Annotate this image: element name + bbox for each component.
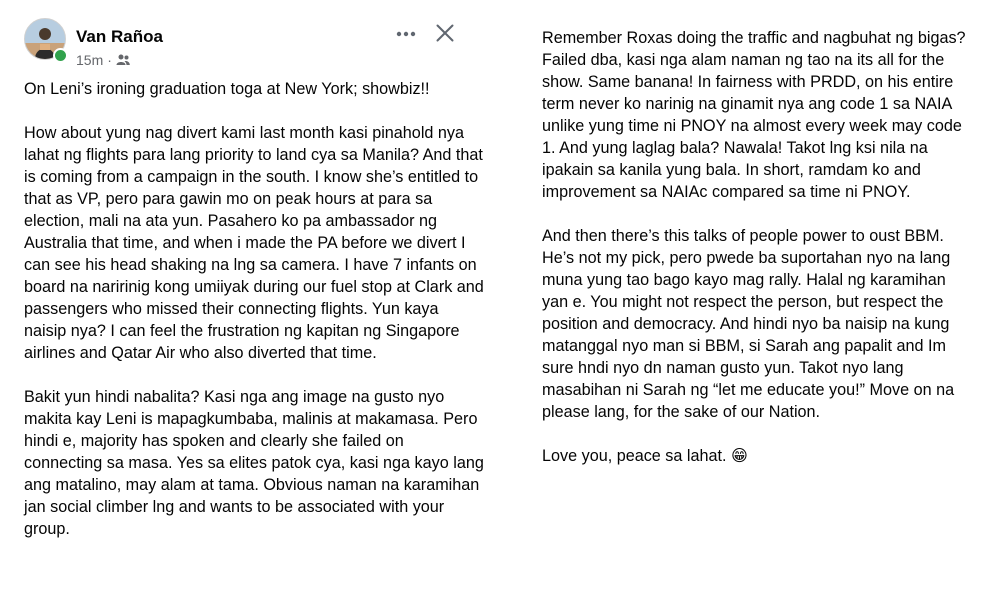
post-time[interactable]: 15m bbox=[76, 52, 104, 68]
meta-separator: · bbox=[107, 52, 112, 68]
post-paragraph: Remember Roxas doing the traffic and nagbuhat ng bigas? Failed dba, kasi nga alam naman ng tao na its all for the show. Same banana! In fairness with PRDD, on his entire term never ko narinig na ginamit nya ang code 1 sa NAIA unlike yung time ni PNOY na almost every week may code 1. And yung laglag bala? Nawala! Takot lng ksi nila na ipakain sa kanila yung bala. In short, ramdam ko and improvement sa NAIAc compared sa time ni PNOY. bbox=[542, 29, 966, 201]
close-icon bbox=[436, 24, 454, 42]
author-avatar[interactable] bbox=[24, 18, 66, 60]
post-body-right bbox=[542, 27, 972, 489]
post-header bbox=[24, 18, 464, 70]
post-paragraph: Bakit yun hindi nabalita? Kasi nga ang image na gusto nyo makita kay Leni is mapagkumbaba, malinis at makamasa. Pero hindi e, majority has spoken and clearly she failed on connecting sa masa. Yes sa elites patok cya, kasi nga kayo lang ang matalino, may alam at tama. Obvious naman na karamihan jan social climber lng and wants to be associated with your group. bbox=[24, 388, 484, 538]
post-right-panel bbox=[520, 0, 982, 608]
post-meta bbox=[76, 52, 130, 68]
author-name[interactable]: Van Rañoa bbox=[76, 27, 163, 46]
close-button[interactable] bbox=[432, 20, 458, 46]
post-paragraph: How about yung nag divert kami last month kasi pinahold nya lahat ng flights para lang priority to land cya sa Manila? And that is coming from a campaign in the south. I know she’s entitled to that as VP, pero para gawin mo on peak hours at para sa election, mali na ata yun. Pasahero ko pa ambassador ng Australia that time, and when i made the PA before we divert I can see his head shaking na lng sa camera. I have 7 infants on board na naririnig kong umiiyak during our fuel stop at Clark and passengers who missed their connecting flights. Yun kaya naisip nya? I can feel the frustration ng kapitan ng Singapore airlines and Qatar Air who also diverted that time. bbox=[24, 124, 484, 362]
post-paragraph: And then there’s this talks of people power to oust BBM. He’s not my pick, pero pwede ba suportahan nyo na lang muna yung tao bago kayo mag rally. Halal ng karamihan yan e. You might not respect the person, but respect the position and democracy. And hindi nyo ba naisip na kung matanggal nyo man si BBM, si Sarah ang papalit and Im sure hndi nyo dn naman gusto yun. Takot nyo lang masabihan ni Sarah ng “let me educate you!” Move on na please lang, for the sake of our Nation. bbox=[542, 227, 955, 421]
post-body-left bbox=[24, 78, 484, 562]
friends-icon[interactable] bbox=[116, 54, 130, 66]
online-status-indicator bbox=[53, 48, 68, 63]
more-options-button[interactable] bbox=[392, 22, 420, 46]
post-paragraph: Love you, peace sa lahat. 😁 bbox=[542, 447, 748, 465]
post-paragraph: On Leni’s ironing graduation toga at New York; showbiz!! bbox=[24, 80, 430, 98]
more-options-icon bbox=[396, 31, 416, 37]
